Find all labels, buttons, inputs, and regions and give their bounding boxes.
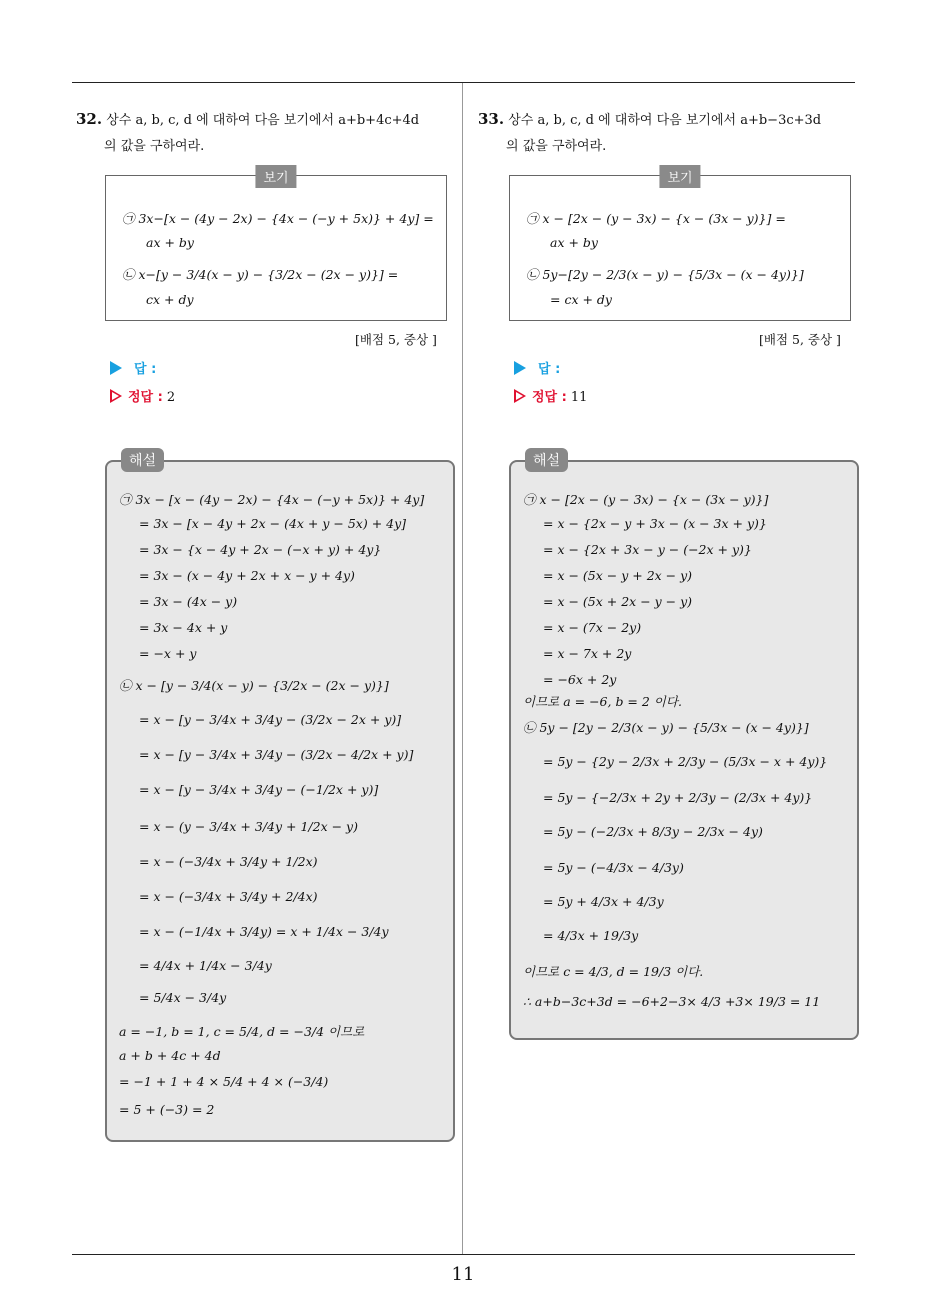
bogi-line: = cx + dy — [550, 292, 612, 307]
correct-answer-label: 정답 : — [128, 390, 163, 405]
solution-line: = x − 7x + 2y — [543, 646, 632, 661]
solution-line: = −6x + 2y — [543, 672, 617, 687]
correct-answer-value: 2 — [166, 390, 176, 405]
solution-line: = 3x − {x − 4y + 2x − (−x + y) + 4y} — [139, 542, 382, 557]
bogi-line: ax + by — [146, 235, 194, 250]
solution-line: = x − {2x − y + 3x − (x − 3x + y)} — [543, 516, 767, 531]
solution-line: = x − [y − 3/4x + 3/4y − (3/2x − 2x + y)] — [139, 712, 402, 727]
solution-line: = 5y + 4/3x + 4/3y — [543, 894, 664, 909]
correct-answer-label: 정답 : — [532, 390, 567, 405]
question-32-prompt — [76, 106, 466, 160]
solution-line: = 5y − {2y − 2/3x + 2/3y − (5/3x − x + 4y)} — [543, 754, 828, 769]
question-32-text-line1: 상수 a, b, c, d 에 대하여 다음 보기에서 a+b+4c+4d — [106, 113, 420, 128]
bogi-line: ㉠ x − [2x − (y − 3x) − {x − (3x − y)}] = — [526, 211, 786, 226]
outline-triangle-icon — [110, 389, 122, 403]
solution-label: 해설 — [525, 448, 568, 472]
solution-line: = 4/3x + 19/3y — [543, 928, 639, 943]
solution-line: ㉡ 5y − [2y − 2/3(x − y) − {5/3x − (x − 4y)}] — [523, 720, 809, 735]
play-triangle-icon — [514, 361, 526, 375]
bogi-line: cx + dy — [146, 292, 194, 307]
solution-line: = 4/4x + 1/4x − 3/4y — [139, 958, 272, 973]
solution-line: 이므로 a = −6, b = 2 이다. — [523, 694, 682, 709]
solution-line: 이므로 c = 4/3, d = 19/3 이다. — [523, 964, 704, 979]
play-triangle-icon — [110, 361, 122, 375]
solution-line: ∴ a+b−3c+3d = −6+2−3× 4/3 +3× 19/3 = 11 — [523, 994, 821, 1009]
question-32-answer-label-row — [110, 358, 156, 377]
bogi-label: 보기 — [255, 165, 296, 188]
solution-line: = x − (5x + 2x − y − y) — [543, 594, 693, 609]
question-33-bogi-box — [509, 171, 851, 321]
solution-line: = 5/4x − 3/4y — [139, 990, 227, 1005]
solution-line: = −x + y — [139, 646, 197, 661]
solution-line: = x − {2x + 3x − y − (−2x + y)} — [543, 542, 752, 557]
correct-answer-value: 11 — [570, 390, 588, 405]
solution-line: = 3x − (4x − y) — [139, 594, 238, 609]
solution-line: a = −1, b = 1, c = 5/4, d = −3/4 이므로 — [119, 1024, 365, 1039]
question-33-correct-answer-row — [514, 386, 587, 405]
solution-line: = 3x − 4x + y — [139, 620, 228, 635]
solution-line: = x − [y − 3/4x + 3/4y − (−1/2x + y)] — [139, 782, 379, 797]
question-32-correct-answer-row — [110, 386, 175, 405]
question-33-prompt — [478, 106, 868, 160]
bogi-line: ax + by — [550, 235, 598, 250]
solution-line: = 5y − {−2/3x + 2y + 2/3y − (2/3x + 4y)} — [543, 790, 813, 805]
solution-line: = 3x − [x − 4y + 2x − (4x + y − 5x) + 4y] — [139, 516, 407, 531]
question-32-text-line2: 의 값을 구하여라. — [104, 139, 205, 154]
solution-line: = 5y − (−4/3x − 4/3y) — [543, 860, 684, 875]
page-number: 11 — [451, 1264, 475, 1285]
solution-line: = 3x − (x − 4y + 2x + x − y + 4y) — [139, 568, 355, 583]
solution-line: a + b + 4c + 4d — [119, 1048, 221, 1063]
bogi-label: 보기 — [659, 165, 700, 188]
solution-line: ㉠ x − [2x − (y − 3x) − {x − (3x − y)}] — [523, 492, 769, 507]
solution-line: ㉡ x − [y − 3/4(x − y) − {3/2x − (2x − y)}] — [119, 678, 389, 693]
solution-line: = x − (−3/4x + 3/4y + 2/4x) — [139, 889, 318, 904]
question-33-score: [배점 5, 중상 ] — [759, 332, 841, 347]
solution-line: = 5y − (−2/3x + 8/3y − 2/3x − 4y) — [543, 824, 763, 839]
solution-line: = x − [y − 3/4x + 3/4y − (3/2x − 4/2x + y)] — [139, 747, 414, 762]
solution-label: 해설 — [121, 448, 164, 472]
question-32-score: [배점 5, 중상 ] — [355, 332, 437, 347]
question-32-solution-box — [105, 453, 455, 1142]
solution-line: = x − (−3/4x + 3/4y + 1/2x) — [139, 854, 318, 869]
top-rule — [72, 82, 855, 83]
question-33-text-line1: 상수 a, b, c, d 에 대하여 다음 보기에서 a+b−3c+3d — [508, 113, 822, 128]
bogi-line: ㉡ 5y−[2y − 2/3(x − y) − {5/3x − (x − 4y)}] — [526, 267, 804, 282]
solution-line: = x − (y − 3/4x + 3/4y + 1/2x − y) — [139, 819, 358, 834]
question-32-bogi-box — [105, 171, 447, 321]
bogi-line: ㉠ 3x−[x − (4y − 2x) − {4x − (−y + 5x)} + 4y] = — [122, 211, 434, 226]
column-divider — [462, 83, 463, 1254]
outline-triangle-icon — [514, 389, 526, 403]
answer-label: 답 : — [538, 362, 561, 377]
solution-line: = x − (5x − y + 2x − y) — [543, 568, 693, 583]
solution-line: = −1 + 1 + 4 × 5/4 + 4 × (−3/4) — [119, 1074, 329, 1089]
answer-label: 답 : — [134, 362, 157, 377]
question-32-number: 32. — [76, 110, 103, 128]
solution-line: = x − (7x − 2y) — [543, 620, 642, 635]
solution-line: = 5 + (−3) = 2 — [119, 1102, 215, 1117]
bogi-line: ㉡ x−[y − 3/4(x − y) − {3/2x − (2x − y)}] = — [122, 267, 399, 282]
question-33-text-line2: 의 값을 구하여라. — [506, 139, 607, 154]
question-33-answer-label-row — [514, 358, 560, 377]
question-33-solution-box — [509, 453, 859, 1040]
solution-line: ㉠ 3x − [x − (4y − 2x) − {4x − (−y + 5x)} + 4y] — [119, 492, 425, 507]
bottom-rule — [72, 1254, 855, 1255]
question-33-number: 33. — [478, 110, 505, 128]
solution-line: = x − (−1/4x + 3/4y) = x + 1/4x − 3/4y — [139, 924, 389, 939]
